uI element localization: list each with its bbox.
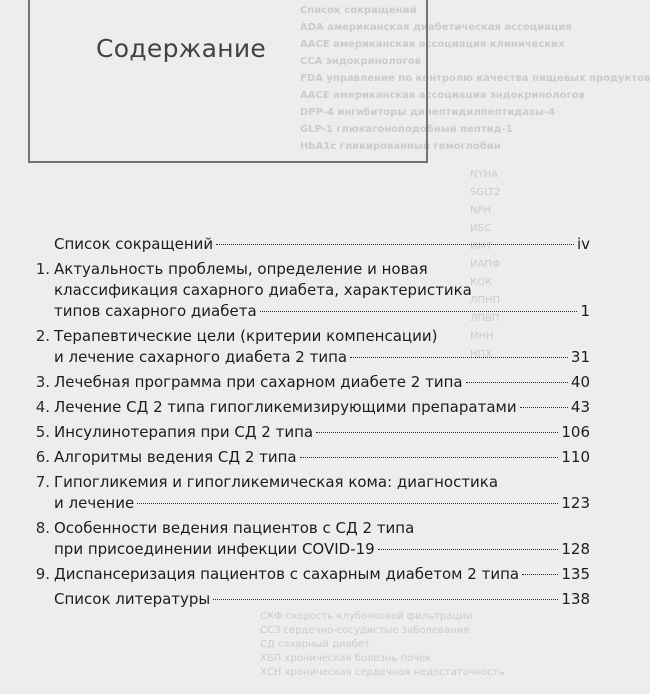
bleed-through-line: ССЗ сердечно-сосудистые заболевания — [260, 625, 470, 636]
toc-entry-title: Лечение СД 2 типа гипогликемизирующими препаратами — [54, 398, 517, 416]
toc-entry-number: 5. — [35, 423, 50, 441]
toc-entry-title: при присоединении инфекции COVID-19 — [54, 540, 375, 558]
dot-leader — [216, 244, 574, 245]
bleed-through-line: Список сокращений — [300, 5, 417, 16]
dot-leader — [466, 382, 568, 383]
toc-entry-number: 6. — [35, 448, 50, 466]
toc-entry-title: Список сокращений — [54, 235, 214, 253]
dot-leader — [260, 311, 578, 312]
toc-page-number: 110 — [561, 448, 590, 466]
bleed-through-line: ИБС — [470, 223, 492, 234]
bleed-through-line: МНН — [470, 331, 494, 342]
toc-page-number: 135 — [561, 565, 590, 583]
toc-page-number: 43 — [570, 398, 590, 416]
dot-leader — [522, 574, 558, 575]
toc-entry[interactable] — [28, 472, 590, 514]
table-of-contents — [28, 234, 590, 614]
toc-page-number: 40 — [570, 373, 590, 391]
toc-entry[interactable] — [28, 259, 590, 322]
bleed-through-line: NYHA — [470, 169, 498, 180]
bleed-through-line: ADA американская диабетическая ассоциация — [300, 22, 572, 33]
toc-entry-title: типов сахарного диабета — [54, 302, 257, 320]
bleed-through-line: ХСН хроническая сердечная недостаточность — [260, 667, 505, 678]
toc-entry-title: Терапевтические цели (критерии компенсации) — [54, 327, 438, 345]
dot-leader — [213, 599, 558, 600]
bleed-through-line: DPP-4 ингибиторы дипептидилпептидазы-4 — [300, 107, 555, 118]
bleed-through-line: ЛПНП — [470, 295, 501, 306]
toc-entry-title: и лечение — [54, 494, 135, 512]
bleed-through-line: ХБП хроническая болезнь почек — [260, 653, 432, 664]
toc-entry-title: Алгоритмы ведения СД 2 типа — [54, 448, 297, 466]
toc-entry-number: 3. — [35, 373, 50, 391]
toc-entry[interactable] — [28, 234, 590, 255]
toc-entry-title: Гипогликемия и гипогликемическая кома: диагностика — [54, 473, 499, 491]
bleed-through-line: СД сахарный диабет — [260, 639, 370, 650]
toc-page-number: 138 — [561, 590, 590, 608]
toc-entry[interactable] — [28, 447, 590, 468]
toc-entry[interactable] — [28, 326, 590, 368]
toc-entry-title: Актуальность проблемы, определение и новая — [54, 260, 428, 278]
toc-entry[interactable] — [28, 372, 590, 393]
toc-entry[interactable] — [28, 397, 590, 418]
toc-entry[interactable] — [28, 518, 590, 560]
bleed-through-line: ИМТ — [470, 241, 493, 252]
toc-entry-title: и лечение сахарного диабета 2 типа — [54, 348, 348, 366]
dot-leader — [378, 549, 559, 550]
toc-page-number: 128 — [561, 540, 590, 558]
toc-entry[interactable] — [28, 564, 590, 585]
toc-entry-number: 9. — [35, 565, 50, 583]
dot-leader — [300, 457, 559, 458]
toc-entry-title: классификация сахарного диабета, характеристика — [54, 281, 472, 299]
toc-entry-title: Лечебная программа при сахарном диабете 2 типа — [54, 373, 463, 391]
bleed-through-line: СКФ скорость клубочковой фильтрации — [260, 611, 473, 622]
toc-entry-title: Список литературы — [54, 590, 211, 608]
toc-entry-number: 7. — [35, 473, 50, 491]
toc-entry-number: 4. — [35, 398, 50, 416]
page-title: Содержание — [96, 34, 267, 63]
toc-page-number: iv — [576, 235, 590, 253]
bleed-through-line: AACE американская ассоциация эндокринологов — [300, 90, 585, 101]
toc-entry-number: 1. — [35, 260, 50, 278]
toc-entry-number: 2. — [35, 327, 50, 345]
bleed-through-line: НПХ — [470, 349, 492, 360]
toc-entry-title: Диспансеризация пациентов с сахарным диабетом 2 типа — [54, 565, 520, 583]
toc-entry-title: Особенности ведения пациентов с СД 2 типа — [54, 519, 415, 537]
bleed-through-line: NPH — [470, 205, 492, 216]
bleed-through-line: GLP-1 глюкагоноподобный пептид-1 — [300, 124, 513, 135]
title-frame — [28, 0, 428, 163]
bleed-through-line: КОК — [470, 277, 493, 288]
toc-page-number: 31 — [570, 348, 590, 366]
toc-entry-title: Инсулинотерапия при СД 2 типа — [54, 423, 314, 441]
toc-page-number: 123 — [561, 494, 590, 512]
dot-leader — [350, 357, 568, 358]
bleed-through-line: FDA управление по контролю качества пищевых продуктов — [300, 73, 650, 84]
bleed-through-text-bottom — [260, 610, 505, 680]
dot-leader — [520, 407, 568, 408]
bleed-through-line: HbA1c гликированный гемоглобин — [300, 141, 501, 152]
bleed-through-line: ИАПФ — [470, 259, 501, 270]
bleed-through-line: SGLT2 — [470, 187, 501, 198]
toc-entry-number: 8. — [35, 519, 50, 537]
toc-entry[interactable] — [28, 589, 590, 610]
toc-page-number: 106 — [561, 423, 590, 441]
toc-page-number: 1 — [580, 302, 590, 320]
bleed-through-line: CCA эндокринологов — [300, 56, 422, 67]
dot-leader — [137, 503, 558, 504]
bleed-through-line: ЛПВП — [470, 313, 500, 324]
bleed-through-line: AACE американская ассоциация клинических — [300, 39, 565, 50]
toc-entry[interactable] — [28, 422, 590, 443]
dot-leader — [316, 432, 558, 433]
